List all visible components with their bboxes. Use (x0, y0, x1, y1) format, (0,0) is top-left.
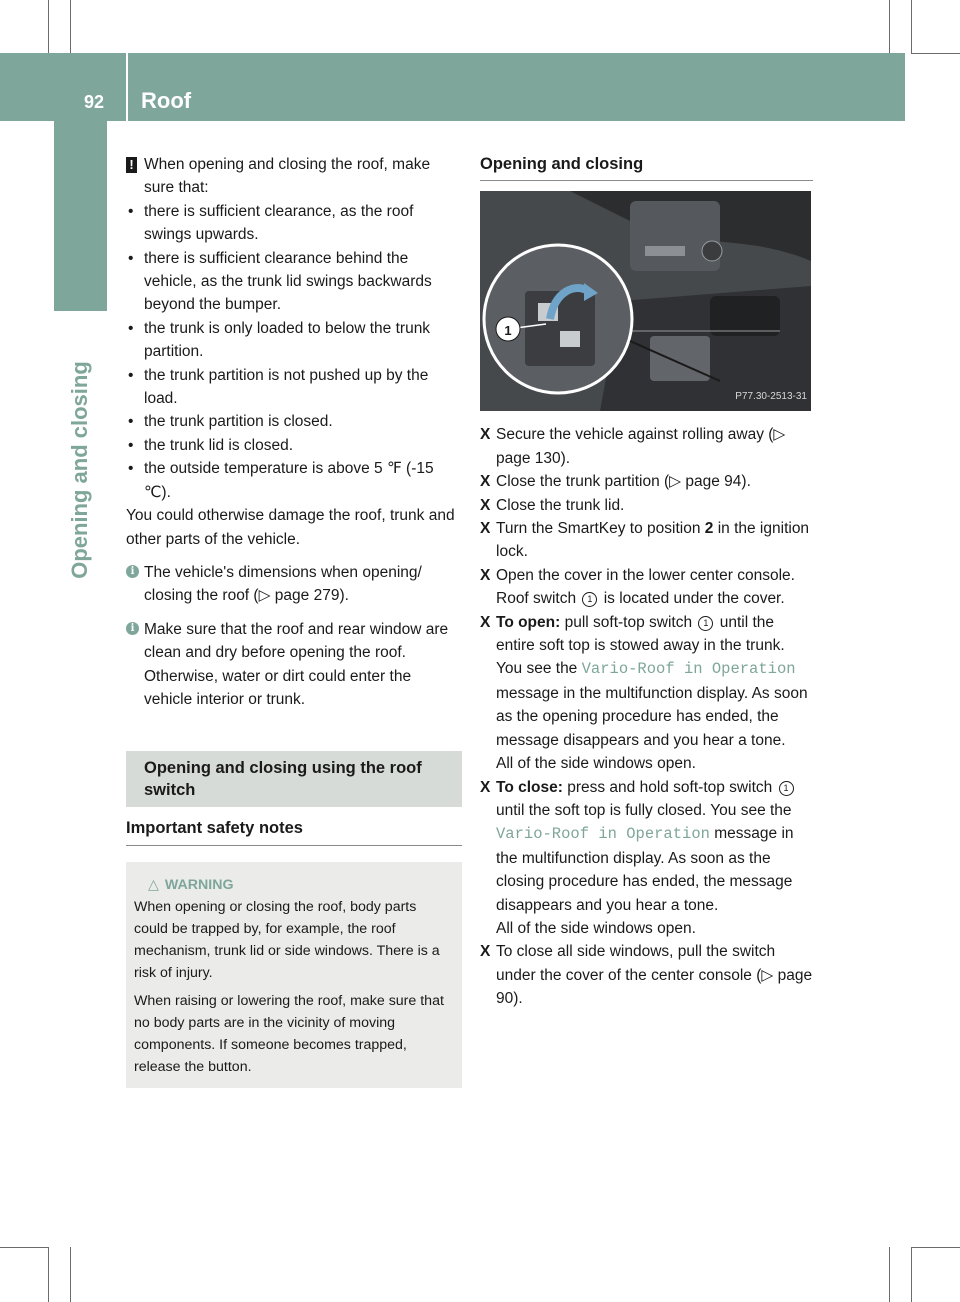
step-text: Close the trunk partition (▷ page 94). (496, 473, 751, 491)
step-text: is located under the cover. (599, 590, 785, 608)
open-label: To open: (496, 613, 561, 631)
step-item (480, 776, 813, 941)
step-text: pull soft-top switch (560, 613, 697, 631)
roof-switch-photo (480, 191, 811, 411)
crop-mark (889, 1247, 890, 1302)
step-text: message in the multifunction display. As soon as the opening procedure has ended, the message disappears and you hear a tone. (496, 684, 808, 749)
circled-number-1: 1 (582, 592, 597, 607)
subheading: Important safety notes (126, 807, 462, 845)
page-number: 92 (84, 92, 105, 112)
crop-mark (911, 53, 960, 54)
step-subtext: All of the side windows open. (496, 755, 696, 773)
step-arrow-icon: X (480, 943, 491, 961)
exclamation-icon: ! (126, 157, 137, 173)
info-icon: i (126, 565, 139, 578)
crop-mark (48, 1247, 49, 1302)
step-arrow-icon: X (480, 520, 491, 538)
list-item: • the trunk lid is closed. (126, 434, 462, 457)
crop-mark (911, 1247, 960, 1248)
list-item: • there is sufficient clearance behind the vehicle, as the trunk lid swings backwards beyond the bumper. (126, 247, 462, 317)
step-text: press and hold soft-top switch (562, 778, 777, 796)
notice-intro: When opening and closing the roof, make sure that: (144, 156, 431, 197)
step-arrow-icon: X (480, 778, 491, 796)
opening-closing-heading: Opening and closing (480, 153, 813, 181)
circled-number-1: 1 (779, 781, 794, 796)
warning-title (134, 874, 454, 896)
header-divider (126, 53, 128, 121)
side-tab (54, 121, 107, 311)
warning-triangle-icon: △ (148, 876, 159, 893)
warning-text: When opening or closing the roof, body parts could be trapped by, for example, the roof mechanism, trunk lid or side windows. There is a risk of injury. (134, 898, 440, 981)
step-item (480, 611, 813, 776)
notice-outro: You could otherwise damage the roof, trunk and other parts of the vehicle. (126, 507, 455, 548)
close-label: To close: (496, 778, 563, 796)
step-subtext: All of the side windows open. (496, 919, 696, 937)
console-illustration (480, 191, 811, 411)
step-arrow-icon: X (480, 613, 491, 631)
info-note (126, 618, 462, 712)
info-text: The vehicle's dimensions when opening/ closing the roof (▷ page 279). (144, 563, 422, 605)
callout-number: 1 (504, 323, 512, 339)
display-message: Vario-Roof in Operation (496, 825, 710, 844)
instruction-steps (480, 423, 813, 1010)
step-item (480, 423, 813, 470)
step-item (480, 494, 813, 517)
step-arrow-icon: X (480, 426, 491, 444)
info-icon: i (126, 622, 139, 635)
step-item (480, 470, 813, 493)
step-text: until the entire soft top is stowed away in the trunk. You see the (496, 613, 785, 678)
display-message: Vario-Roof in Operation (581, 660, 796, 679)
step-text: Close the trunk lid. (496, 496, 625, 514)
right-column (480, 153, 813, 1011)
step-text: Turn the SmartKey to position (496, 520, 705, 538)
step-arrow-icon: X (480, 566, 491, 584)
section-heading: Opening and closing using the roof switch (126, 751, 462, 807)
list-item: • the trunk is only loaded to below the trunk partition. (126, 317, 462, 364)
step-arrow-icon: X (480, 496, 491, 514)
notice-list (126, 200, 462, 504)
circled-number-1: 1 (698, 616, 713, 631)
chapter-label: Opening and closing (67, 361, 92, 579)
crop-mark (911, 1247, 912, 1302)
crop-mark (48, 0, 49, 53)
warning-text: When raising or lowering the roof, make sure that no body parts are in the vicinity of moving components. If someone becomes trapped, release the button. (134, 992, 444, 1075)
list-item: • the trunk partition is closed. (126, 410, 462, 433)
step-arrow-icon: X (480, 473, 491, 491)
step-text: Open the cover in the lower center console. Roof switch (496, 566, 795, 608)
list-item: • there is sufficient clearance, as the roof swings upwards. (126, 200, 462, 247)
info-note (126, 561, 462, 608)
header-bar (0, 53, 905, 121)
step-text: in the ignition lock. (496, 520, 810, 561)
position-number: 2 (704, 520, 714, 538)
step-item (480, 940, 813, 1010)
crop-mark (0, 1247, 48, 1248)
section-title: Roof (141, 88, 192, 113)
notice-block (126, 153, 462, 200)
warning-label: WARNING (164, 876, 234, 893)
crop-mark (70, 1247, 71, 1302)
crop-mark (70, 0, 71, 53)
info-text: Make sure that the roof and rear window are clean and dry before opening the roof. Otherwise, water or dirt could enter the vehicle interior or trunk. (144, 620, 449, 708)
left-column (126, 153, 462, 1088)
step-text: To close all side windows, pull the switch under the cover of the center console (▷ page 90). (496, 943, 813, 1008)
list-item: • the outside temperature is above 5 ℉ (-15 ℃). (126, 457, 462, 504)
step-item (480, 517, 813, 564)
warning-box (126, 862, 462, 1088)
step-text: until the soft top is fully closed. You see the (496, 801, 792, 819)
step-text: Secure the vehicle against rolling away (▷ page 130). (496, 426, 786, 467)
step-text: message in the multifunction display. As soon as the closing procedure has ended, the message disappears and you hear a tone. (496, 825, 794, 914)
image-caption: P77.30-2513-31 (735, 391, 807, 402)
crop-mark (911, 0, 912, 53)
step-item (480, 564, 813, 611)
list-item: • the trunk partition is not pushed up by the load. (126, 364, 462, 411)
crop-mark (889, 0, 890, 53)
